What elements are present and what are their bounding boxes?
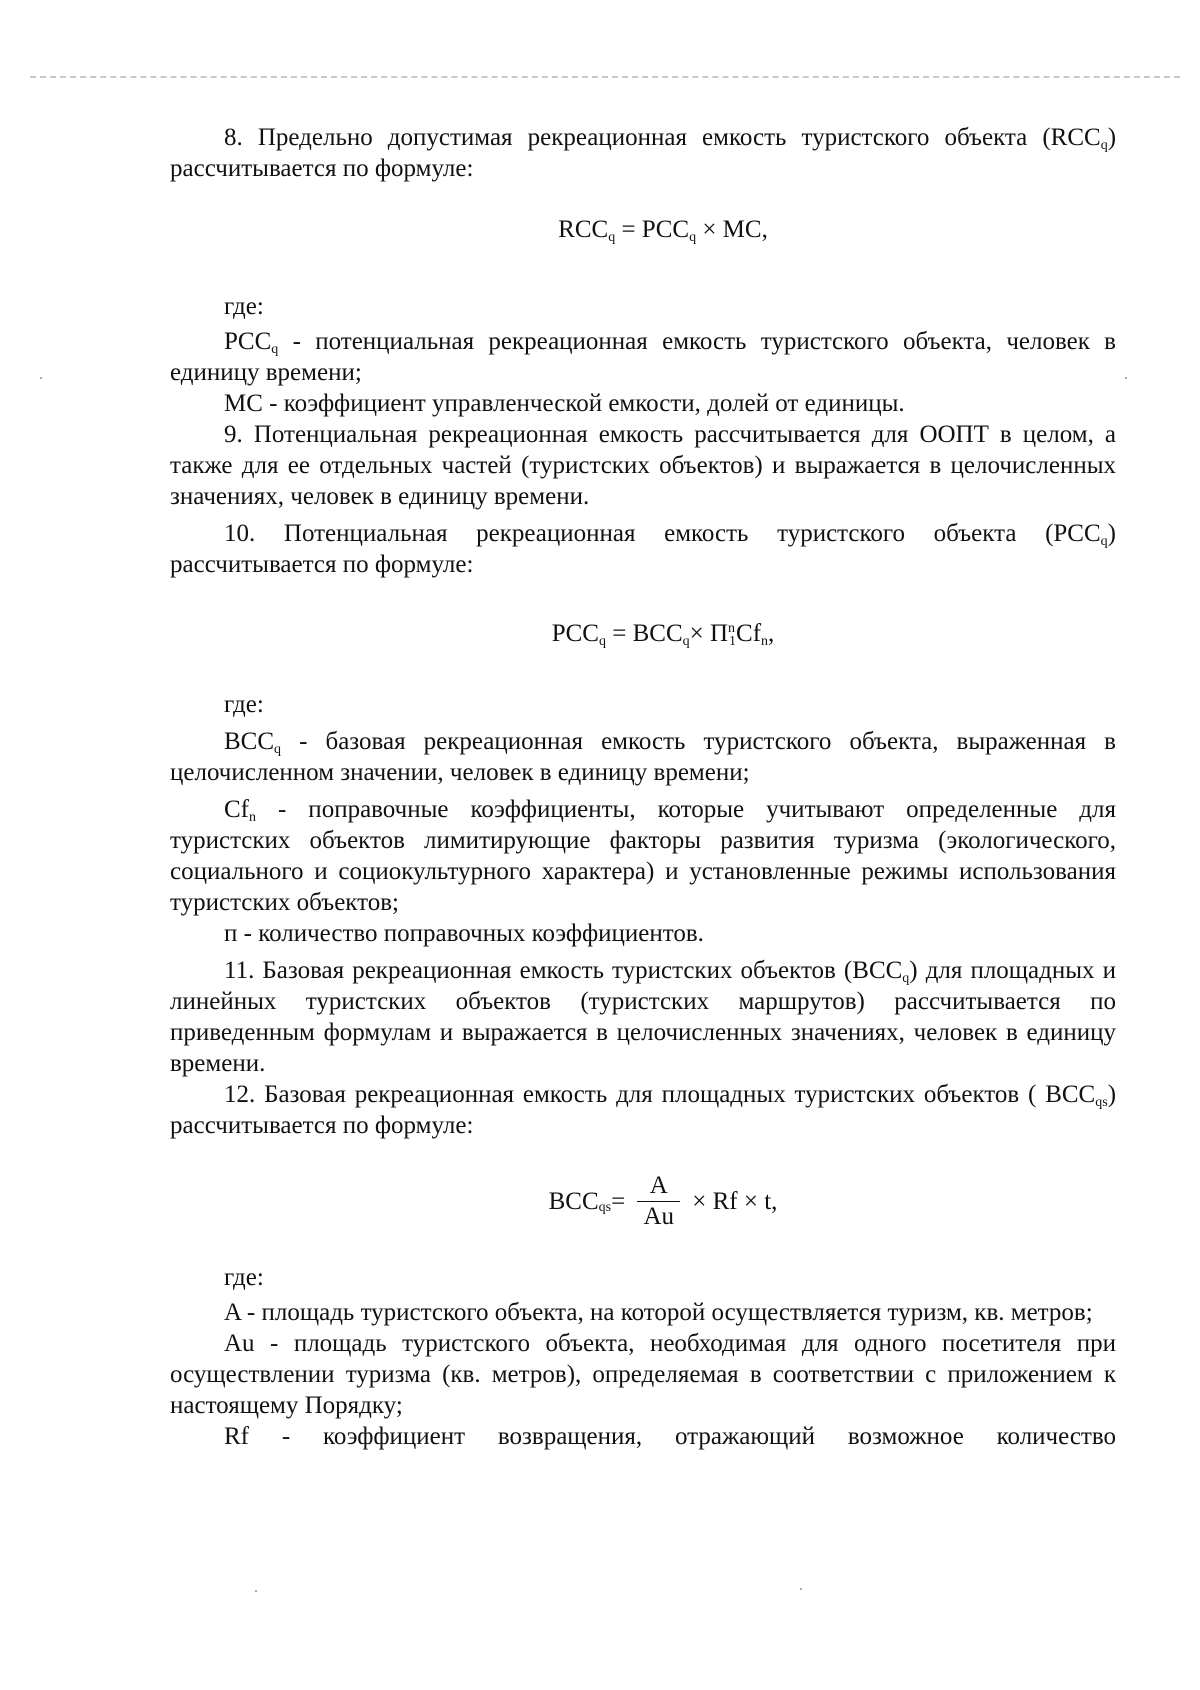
section-9: 9. Потенциальная рекреационная емкость рассчитывается для ООПТ в целом, а также для ее отдельных частей (туристских объектов) и выражается в целочисленных значениях, человек в единицу времени. bbox=[170, 421, 1116, 510]
formula-term: PCC bbox=[641, 216, 690, 243]
formula-eq: = bbox=[611, 1188, 632, 1215]
bcc-subscript: qs bbox=[1095, 1095, 1108, 1110]
formula-term: RCC bbox=[558, 216, 609, 243]
pcc-symbol: PCC bbox=[1053, 520, 1101, 547]
cf-symbol: Cf bbox=[224, 796, 249, 823]
formula-sub: 1 bbox=[729, 634, 737, 649]
def-mc bbox=[170, 388, 1116, 419]
formula-term: PCC bbox=[551, 620, 599, 647]
formula-term: BCC bbox=[632, 620, 683, 647]
def-mc-text: - коэффициент управленческой емкости, долей от единицы. bbox=[262, 390, 905, 417]
def-pcc-text: - потенциальная рекреационная емкость туристского объекта, человек в единицу времени; bbox=[170, 328, 1116, 386]
pcc-symbol: PCC bbox=[224, 328, 272, 355]
formula-rest: × Rf × t, bbox=[686, 1188, 778, 1215]
bcc-symbol: BCC bbox=[852, 957, 903, 984]
document-page bbox=[170, 122, 1116, 1452]
formula-rest: × MC, bbox=[696, 216, 768, 243]
section-10-text: 10. Потенциальная рекреационная емкость туристского объекта ( bbox=[224, 520, 1054, 547]
def-rf: Rf - коэффициент возвращения, отражающий возможное количество bbox=[224, 1423, 1116, 1450]
formula-eq: = bbox=[615, 216, 642, 243]
scan-speck bbox=[800, 1588, 802, 1590]
where-label: где: bbox=[224, 691, 264, 718]
scan-speck bbox=[40, 377, 42, 379]
formula-sub: q bbox=[682, 634, 690, 649]
formula-sub: q bbox=[689, 230, 697, 245]
section-8-tail: ) рассчитывается по формуле: bbox=[170, 124, 1117, 182]
formula-sub: q bbox=[598, 634, 606, 649]
def-bcc-text: - базовая рекреационная емкость туристского объекта, выраженная в целочисленном значении, человек в единицу времени; bbox=[170, 728, 1116, 786]
paren-open: ( bbox=[1028, 1081, 1046, 1108]
formula-term: BCC bbox=[548, 1188, 599, 1215]
formula-sup: n bbox=[728, 621, 736, 636]
bcc-symbol: BCC bbox=[1045, 1081, 1096, 1108]
where-label: где: bbox=[224, 293, 264, 320]
formula-sub: n bbox=[761, 634, 769, 649]
section-12-tail: ) рассчитывается по формуле: bbox=[170, 1081, 1117, 1139]
mc-symbol: MC bbox=[224, 390, 263, 417]
def-au: Au - площадь туристского объекта, необходимая для одного посетителя при осуществлении туризма (кв. метров), определяемая в соответствии с приложением к настоящему Порядку; bbox=[170, 1330, 1116, 1419]
fraction-numerator: A bbox=[637, 1171, 680, 1202]
rcc-subscript: q bbox=[1100, 138, 1108, 153]
formula-sub: qs bbox=[598, 1200, 612, 1216]
def-cf-text: - поправочные коэффициенты, которые учитывают определенные для туристских объектов лимитирующие факторы развития туризма (экологического, социального и социокультурного характера) и установленные режимы использования туристских объектов; bbox=[170, 796, 1116, 916]
section-8 bbox=[170, 122, 1116, 184]
formula-term: Cf bbox=[736, 620, 762, 647]
formula-product: × П bbox=[689, 620, 729, 647]
scan-speck bbox=[255, 1590, 257, 1592]
def-n: п - количество поправочных коэффициентов. bbox=[224, 920, 704, 947]
formula-rcc bbox=[170, 214, 1116, 245]
section-11-text: 11. Базовая рекреационная емкость туристских объектов ( bbox=[224, 957, 853, 984]
section-11-tail: ) для площадных и линейных туристских объектов (туристских маршрутов) рассчитывается по приведенным формулам и выражается в целочисленных значениях, человек в единицу времени. bbox=[170, 957, 1116, 1077]
rcc-symbol: RCC bbox=[1050, 124, 1101, 151]
bcc-subscript: q bbox=[274, 742, 282, 757]
section-10-tail: ) рассчитывается по формуле: bbox=[170, 520, 1116, 578]
section-12-text: 12. Базовая рекреационная емкость для площадных туристских объектов bbox=[224, 1081, 1020, 1108]
formula-sub: q bbox=[608, 230, 616, 245]
section-10 bbox=[170, 518, 1116, 580]
def-pcc bbox=[170, 326, 1116, 388]
def-a: A - площадь туристского объекта, на которой осуществляется туризм, кв. метров; bbox=[224, 1299, 1093, 1326]
where-label: где: bbox=[224, 1264, 264, 1291]
bcc-subscript: q bbox=[902, 971, 910, 986]
def-bcc bbox=[170, 726, 1116, 788]
pcc-subscript: q bbox=[1100, 534, 1108, 549]
pcc-subscript: q bbox=[271, 342, 279, 357]
section-11 bbox=[170, 955, 1116, 1079]
fraction-denominator: Au bbox=[643, 1203, 674, 1230]
formula-bccqs bbox=[170, 1171, 1116, 1232]
scan-speck bbox=[1125, 377, 1127, 379]
section-8-text: 8. Предельно допустимая рекреационная емкость туристского объекта bbox=[224, 124, 1028, 151]
def-cf bbox=[170, 794, 1116, 918]
formula-pcc bbox=[170, 618, 1116, 649]
formula-fraction bbox=[637, 1171, 680, 1232]
formula-rest: , bbox=[768, 620, 775, 647]
paren-open: ( bbox=[1042, 124, 1051, 151]
scan-top-rule bbox=[30, 76, 1180, 78]
bcc-symbol: BCC bbox=[224, 728, 275, 755]
formula-eq: = bbox=[605, 620, 633, 647]
cf-subscript: n bbox=[249, 810, 256, 825]
section-12 bbox=[170, 1079, 1116, 1141]
